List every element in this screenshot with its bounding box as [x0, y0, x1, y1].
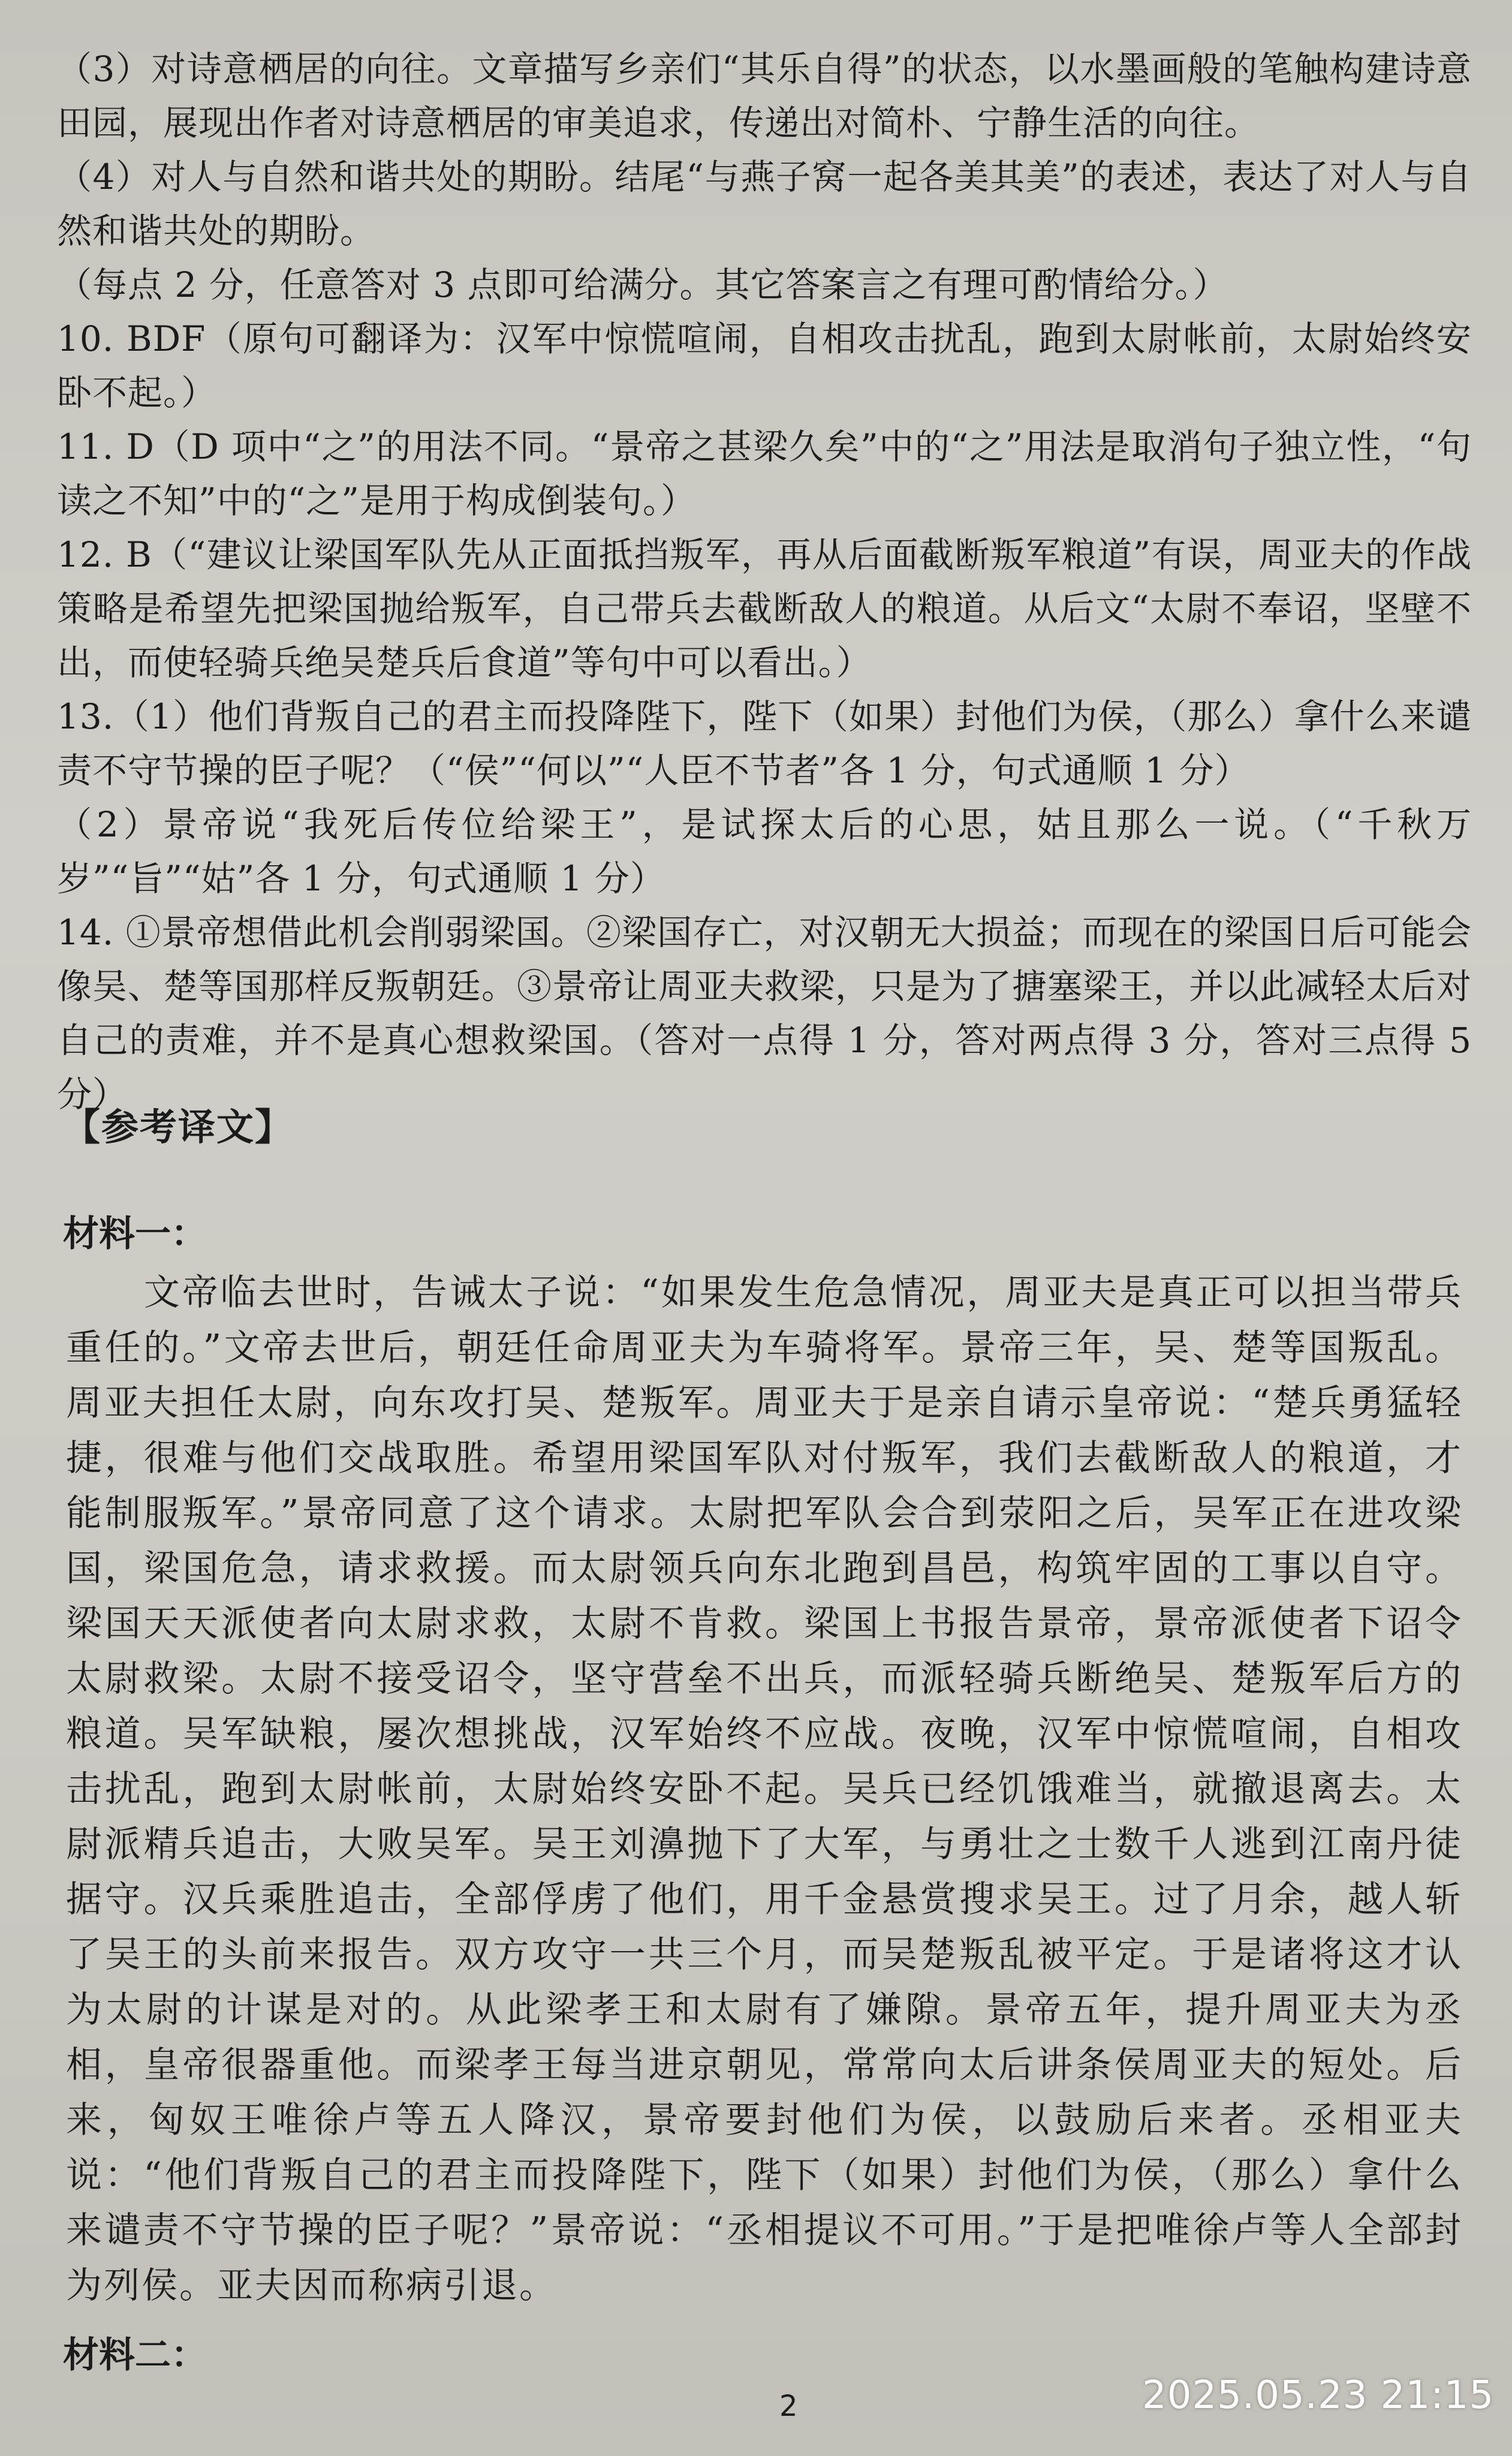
- answer-item: （2）景帝说“我死后传位给梁王”，是试探太后的心思，姑且那么一说。（“千秋万岁”“旨”“姑”各 1 分，句式通顺 1 分）: [57, 804, 1472, 899]
- answer-item: （3）对诗意栖居的向往。文章描写乡亲们“其乐自得”的状态，以水墨画般的笔触构建诗意田园，展现出作者对诗意栖居的审美追求，传递出对简朴、宁静生活的向往。: [57, 49, 1472, 143]
- reference-translation-heading: 【参考译文】: [63, 1105, 294, 1149]
- material-one-heading: 材料一：: [63, 1213, 207, 1255]
- page-number: 2: [779, 2389, 798, 2423]
- answer-item: （每点 2 分，任意答对 3 点即可给满分。其它答案言之有理可酌情给分。）: [57, 264, 1228, 305]
- answer-item: 10. BDF（原句可翻译为：汉军中惊慌喧闹，自相攻击扰乱，跑到太尉帐前，太尉始终安卧不起。）: [57, 318, 1472, 413]
- answer-item: 13.（1）他们背叛自己的君主而投降陛下，陛下（如果）封他们为侯，（那么）拿什么来谴责不守节操的臣子呢？（“侯”“何以”“人臣不节者”各 1 分，句式通顺 1 分）: [57, 696, 1472, 791]
- material-one-paragraph: 文帝临去世时，告诫太子说：“如果发生危急情况，周亚夫是真正可以担当带兵重任的。”文帝去世后，朝廷任命周亚夫为车骑将军。景帝三年，吴、楚等国叛乱。周亚夫担任太尉，向东攻打吴、楚叛军。周亚夫于是亲自请示皇帝说：“楚兵勇猛轻捷，很难与他们交战取胜。希望用梁国军队对付叛军，我们去截断敌人的粮道，才能制服叛军。”景帝同意了这个请求。太尉把军队会合到荥阳之后，吴军正在进攻梁国，梁国危急，请求救援。而太尉领兵向东北跑到昌邑，构筑牢固的工事以自守。梁国天天派使者向太尉求救，太尉不肯救。梁国上书报告景帝，景帝派使者下诏令太尉救梁。太尉不接受诏令，坚守营垒不出兵，而派轻骑兵断绝吴、楚叛军后方的粮道。吴军缺粮，屡次想挑战，汉军始终不应战。夜晚，汉军中惊慌喧闹，自相攻击扰乱，跑到太尉帐前，太尉始终安卧不起。吴兵已经饥饿难当，就撤退离去。太尉派精兵追击，大败吴军。吴王刘濞抛下了大军，与勇壮之士数千人逃到江南丹徒据守。汉兵乘胜追击，全部俘虏了他们，用千金悬赏搜求吴王。过了月余，越人斩了吴王的头前来报告。双方攻守一共三个月，而吴楚叛乱被平定。于是诸将这才认为太尉的计谋是对的。从此梁孝王和太尉有了嫌隙。景帝五年，提升周亚夫为丞相，皇帝很器重他。而梁孝王每当进京朝见，常常向太后讲条侯周亚夫的短处。后来，匈奴王唯徐卢等五人降汉，景帝要封他们为侯，以鼓励后来者。丞相亚夫说：“他们背叛自己的君主而投降陛下，陛下（如果）封他们为侯，（那么）拿什么来谴责不守节操的臣子呢？”景帝说：“丞相提议不可用。”于是把唯徐卢等人全部封为列侯。亚夫因而称病引退。: [66, 1272, 1463, 2307]
- answer-section: [57, 42, 1472, 1121]
- answer-item: 12. B（“建议让梁国军队先从正面抵挡叛军，再从后面截断叛军粮道”有误，周亚夫的作战策略是希望先把梁国抛给叛军，自己带兵去截断敌人的粮道。从后文“太尉不奉诏，坚壁不出，而使轻骑兵绝吴楚兵后食道”等句中可以看出。）: [57, 534, 1472, 683]
- material-one-translation: [66, 1265, 1463, 2313]
- photo-timestamp: 2025.05.23 21:15: [1142, 2373, 1495, 2418]
- answer-item: 11. D（D 项中“之”的用法不同。“景帝之甚梁久矣”中的“之”用法是取消句子独立性，“句读之不知”中的“之”是用于构成倒装句。）: [57, 426, 1472, 521]
- material-two-heading: 材料二：: [63, 2334, 207, 2376]
- answer-item: 14. ①景帝想借此机会削弱梁国。②梁国存亡，对汉朝无大损益；而现在的梁国日后可能会像吴、楚等国那样反叛朝廷。③景帝让周亚夫救梁，只是为了搪塞梁王，并以此减轻太后对自己的责难，并不是真心想救梁国。（答对一点得 1 分，答对两点得 3 分，答对三点得 5 分）: [57, 912, 1472, 1115]
- answer-item: （4）对人与自然和谐共处的期盼。结尾“与燕子窝一起各美其美”的表述，表达了对人与自然和谐共处的期盼。: [57, 156, 1472, 251]
